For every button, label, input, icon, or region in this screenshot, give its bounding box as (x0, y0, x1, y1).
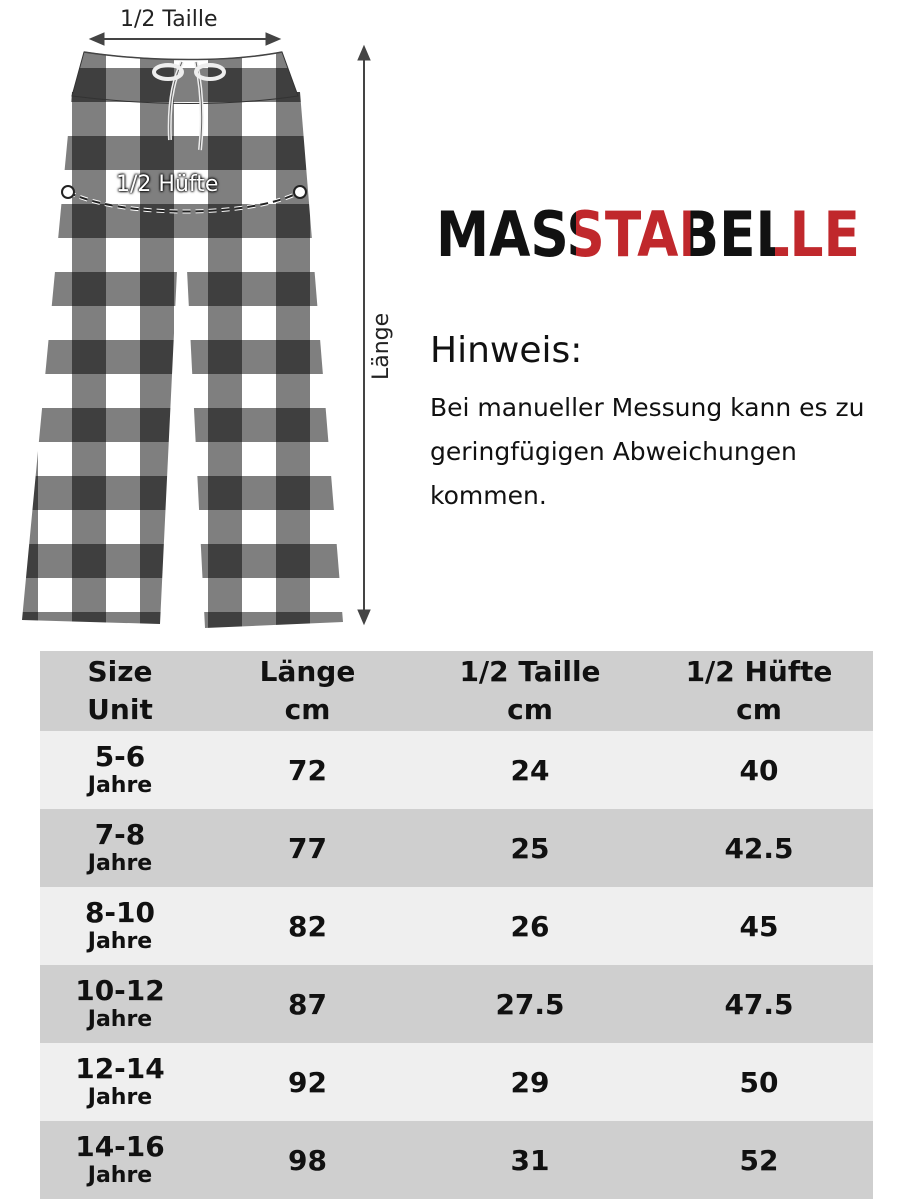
waist-measure-label: 1/2 Taille (120, 7, 218, 32)
header-line: Unit (87, 693, 153, 726)
header-line: Länge (259, 655, 356, 688)
note-heading: Hinweis: (430, 330, 583, 371)
table-row (40, 731, 873, 809)
hip-cell: 45 (739, 909, 779, 943)
pants-illustration (0, 0, 420, 650)
size-unit: Jahre (87, 1007, 153, 1032)
length-cell: 92 (288, 1065, 327, 1099)
size-value: 7-8 (94, 818, 146, 851)
header-line: cm (736, 693, 782, 726)
hip-measure-label: 1/2 Hüfte (116, 172, 219, 197)
size-table (40, 651, 873, 1199)
length-cell: 72 (288, 753, 327, 787)
length-measure-label: Länge (369, 312, 394, 380)
size-value: 14-16 (75, 1130, 165, 1163)
size-cell (40, 1043, 200, 1121)
hip-cell: 47.5 (724, 987, 794, 1021)
size-cell (40, 965, 200, 1043)
table-row (40, 887, 873, 965)
table-row (40, 1121, 873, 1199)
size-unit: Jahre (87, 851, 153, 876)
note-text: Bei manueller Messung kann es zu geringfügigen Abweichungen kommen. (430, 393, 865, 510)
header-size (40, 651, 200, 731)
size-cell (40, 887, 200, 965)
waist-cell: 27.5 (495, 987, 565, 1021)
size-value: 8-10 (84, 896, 156, 929)
waist-cell: 26 (510, 909, 550, 943)
hip-cell: 42.5 (724, 831, 794, 865)
size-value: 12-14 (75, 1052, 165, 1085)
waist-cell: 24 (510, 753, 550, 787)
hip-cell: 40 (739, 753, 779, 787)
waist-cell: 25 (510, 831, 550, 865)
header-waist (415, 651, 645, 731)
size-value: 5-6 (94, 740, 146, 773)
hip-cell: 52 (739, 1143, 779, 1177)
waist-cell: 29 (510, 1065, 550, 1099)
table-header-row (40, 651, 873, 731)
size-cell (40, 809, 200, 887)
size-unit: Jahre (87, 773, 153, 798)
header-hip (645, 651, 873, 731)
size-unit: Jahre (87, 1085, 153, 1110)
table-row (40, 965, 873, 1043)
header-length (200, 651, 415, 731)
size-cell (40, 1121, 200, 1199)
length-cell: 82 (288, 909, 327, 943)
length-cell: 87 (288, 987, 327, 1021)
plaid-pants-image (0, 0, 420, 650)
header-line: 1/2 Taille (459, 655, 601, 688)
size-unit: Jahre (87, 929, 153, 954)
table-row (40, 1043, 873, 1121)
waist-cell: 31 (510, 1143, 550, 1177)
size-unit: Jahre (87, 1163, 153, 1188)
header-line: 1/2 Hüfte (685, 655, 833, 688)
header-line: Size (87, 655, 153, 688)
table-row (40, 809, 873, 887)
length-cell: 77 (288, 831, 327, 865)
size-value: 10-12 (75, 974, 165, 1007)
title-text: MASSTABELLE (436, 198, 860, 271)
length-cell: 98 (288, 1143, 327, 1177)
size-chart-title (436, 196, 866, 271)
header-line: cm (284, 693, 331, 726)
hip-cell: 50 (739, 1065, 779, 1099)
header-line: cm (507, 693, 553, 726)
size-cell (40, 731, 200, 809)
waist-arrow (90, 33, 280, 45)
